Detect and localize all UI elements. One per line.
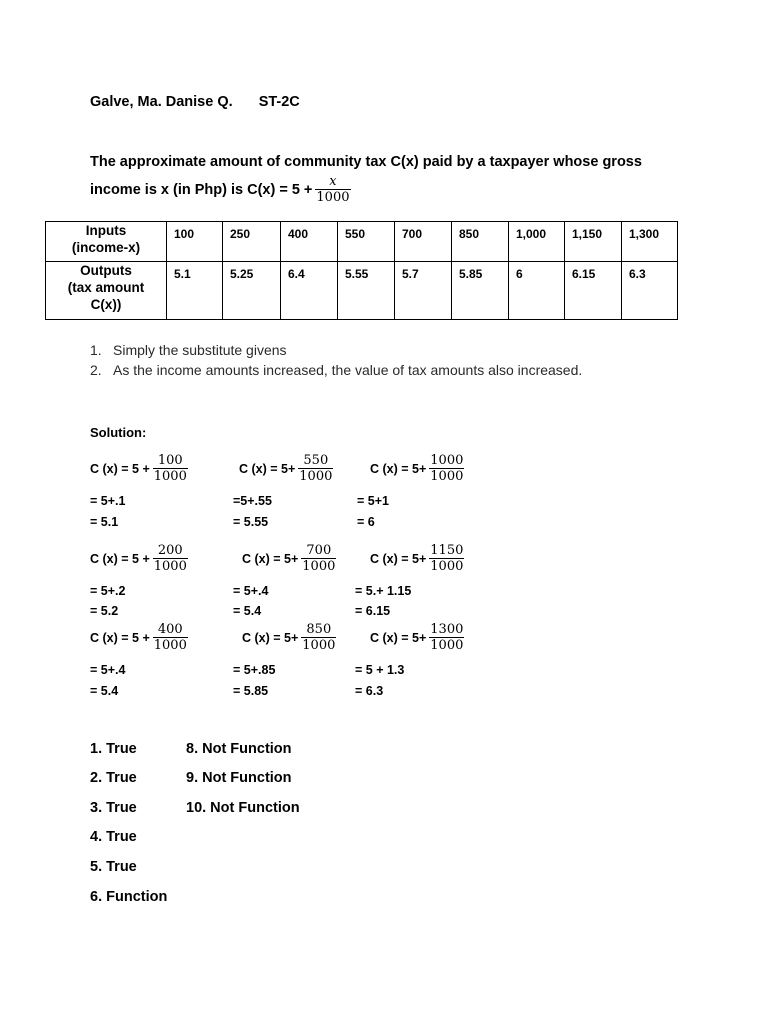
fraction-denominator: 1000 — [153, 559, 187, 574]
answer-item: 6. Function — [90, 889, 168, 905]
fraction-numerator: 700 — [306, 543, 332, 558]
observation-text: As the income amounts increased, the value of tax amounts also increased. — [113, 362, 583, 378]
fraction-denominator: 1000 — [430, 559, 464, 574]
fraction-denominator: 1000 — [430, 469, 464, 484]
fraction-denominator: 1000 — [153, 638, 187, 653]
equation-fraction — [298, 453, 333, 484]
solution-result: = 6 — [357, 515, 375, 529]
equation-fraction — [429, 543, 464, 574]
solution-equation — [90, 622, 188, 653]
solution-equation — [370, 543, 464, 574]
answer-item: 3. True — [90, 800, 137, 816]
inputs-label-2: (income-x) — [71, 240, 141, 255]
equation-prefix: C (x) = 5 + — [90, 630, 150, 645]
equation-prefix: C (x) = 5+ — [242, 630, 299, 645]
input-cell: 1,300 — [622, 222, 678, 262]
problem-fraction — [315, 174, 350, 205]
equation-fraction — [301, 622, 336, 653]
output-cell: 5.7 — [395, 262, 452, 320]
fraction-denominator: 1000 — [430, 638, 464, 653]
input-cell: 1,150 — [565, 222, 622, 262]
student-name: Galve, Ma. Danise Q. — [90, 94, 233, 110]
input-cell: 550 — [338, 222, 395, 262]
fraction-numerator: 1150 — [430, 543, 464, 558]
output-cell: 5.25 — [223, 262, 281, 320]
outputs-label-3: C(x)) — [90, 297, 122, 312]
outputs-header — [46, 262, 167, 320]
observations-list — [90, 340, 582, 380]
solution-step: = 5+.1 — [90, 494, 126, 508]
output-cell: 5.55 — [338, 262, 395, 320]
inputs-label-1: Inputs — [85, 223, 127, 238]
answer-item: 5. True — [90, 859, 137, 875]
output-cell: 5.1 — [167, 262, 223, 320]
fraction-numerator: 850 — [306, 622, 332, 637]
answer-item: 10. Not Function — [186, 800, 300, 816]
solution-step: = 5+.2 — [90, 584, 126, 598]
fraction-denominator: 1000 — [302, 559, 336, 574]
answer-item: 9. Not Function — [186, 770, 292, 786]
equation-fraction — [429, 622, 464, 653]
equation-prefix: C (x) = 5 + — [90, 551, 150, 566]
solution-equation — [242, 622, 336, 653]
solution-step: = 5+.85 — [233, 663, 276, 677]
outputs-label-2: (tax amount — [67, 280, 145, 295]
observation-item — [90, 360, 582, 380]
answer-item: 8. Not Function — [186, 741, 292, 757]
solution-result: = 5.1 — [90, 515, 119, 529]
fraction-denominator: 1000 — [299, 469, 333, 484]
fraction-numerator: 100 — [157, 453, 183, 468]
equation-fraction — [301, 543, 336, 574]
solution-equation — [90, 453, 188, 484]
solution-result: = 6.15 — [355, 604, 391, 618]
equation-prefix: C (x) = 5+ — [370, 461, 427, 476]
solution-equation — [242, 543, 336, 574]
solution-equation — [239, 453, 333, 484]
input-cell: 100 — [167, 222, 223, 262]
outputs-label-1: Outputs — [80, 263, 132, 278]
answer-item: 4. True — [90, 829, 137, 845]
outputs-row — [46, 262, 678, 320]
solution-step: = 5+.4 — [90, 663, 126, 677]
solution-result: = 5.4 — [90, 684, 119, 698]
input-cell: 400 — [281, 222, 338, 262]
inputs-row — [46, 222, 678, 262]
fraction-numerator: 1300 — [430, 622, 464, 637]
fraction-numerator: 200 — [157, 543, 183, 558]
observation-text: Simply the substitute givens — [113, 342, 287, 358]
observation-item — [90, 340, 582, 360]
solution-step: = 5.+ 1.15 — [355, 584, 412, 598]
output-cell: 6 — [509, 262, 565, 320]
student-header — [90, 94, 300, 110]
fraction-numerator: 550 — [303, 453, 329, 468]
observation-number: 2. — [90, 362, 102, 378]
equation-fraction — [153, 543, 188, 574]
answer-item: 1. True — [90, 741, 137, 757]
solution-result: = 6.3 — [355, 684, 384, 698]
equation-prefix: C (x) = 5+ — [370, 551, 427, 566]
solution-equation — [90, 543, 188, 574]
solution-equation — [370, 622, 464, 653]
input-cell: 850 — [452, 222, 509, 262]
fraction-numerator: x — [329, 174, 337, 189]
output-cell: 6.4 — [281, 262, 338, 320]
equation-fraction — [153, 622, 188, 653]
solution-step: = 5 + 1.3 — [355, 663, 405, 677]
solution-step: = 5+.4 — [233, 584, 269, 598]
fraction-denominator: 1000 — [302, 638, 336, 653]
solution-result: = 5.55 — [233, 515, 269, 529]
equation-fraction — [153, 453, 188, 484]
solution-step: =5+.55 — [233, 494, 272, 508]
inputs-header — [46, 222, 167, 262]
fraction-numerator: 400 — [157, 622, 183, 637]
equation-prefix: C (x) = 5 + — [90, 461, 150, 476]
problem-line-2 — [90, 174, 690, 205]
input-cell: 250 — [223, 222, 281, 262]
student-section: ST-2C — [258, 94, 300, 110]
solution-title: Solution: — [90, 425, 147, 440]
tax-table — [45, 221, 678, 320]
output-cell: 6.3 — [622, 262, 678, 320]
fraction-numerator: 1000 — [430, 453, 464, 468]
input-cell: 1,000 — [509, 222, 565, 262]
output-cell: 6.15 — [565, 262, 622, 320]
solution-equation — [370, 453, 464, 484]
solution-step: = 5+1 — [357, 494, 389, 508]
problem-line-2-text: income is x (in Php) is C(x) = 5 + — [90, 181, 313, 198]
fraction-denominator: 1000 — [153, 469, 187, 484]
solution-result: = 5.4 — [233, 604, 262, 618]
equation-fraction — [429, 453, 464, 484]
solution-result: = 5.2 — [90, 604, 119, 618]
output-cell: 5.85 — [452, 262, 509, 320]
problem-line-1: The approximate amount of community tax C(x) paid by a taxpayer whose gross — [90, 154, 642, 170]
solution-result: = 5.85 — [233, 684, 269, 698]
input-cell: 700 — [395, 222, 452, 262]
equation-prefix: C (x) = 5+ — [242, 551, 299, 566]
fraction-denominator: 1000 — [316, 190, 350, 205]
equation-prefix: C (x) = 5+ — [370, 630, 427, 645]
observation-number: 1. — [90, 342, 102, 358]
equation-prefix: C (x) = 5+ — [239, 461, 296, 476]
answer-item: 2. True — [90, 770, 137, 786]
